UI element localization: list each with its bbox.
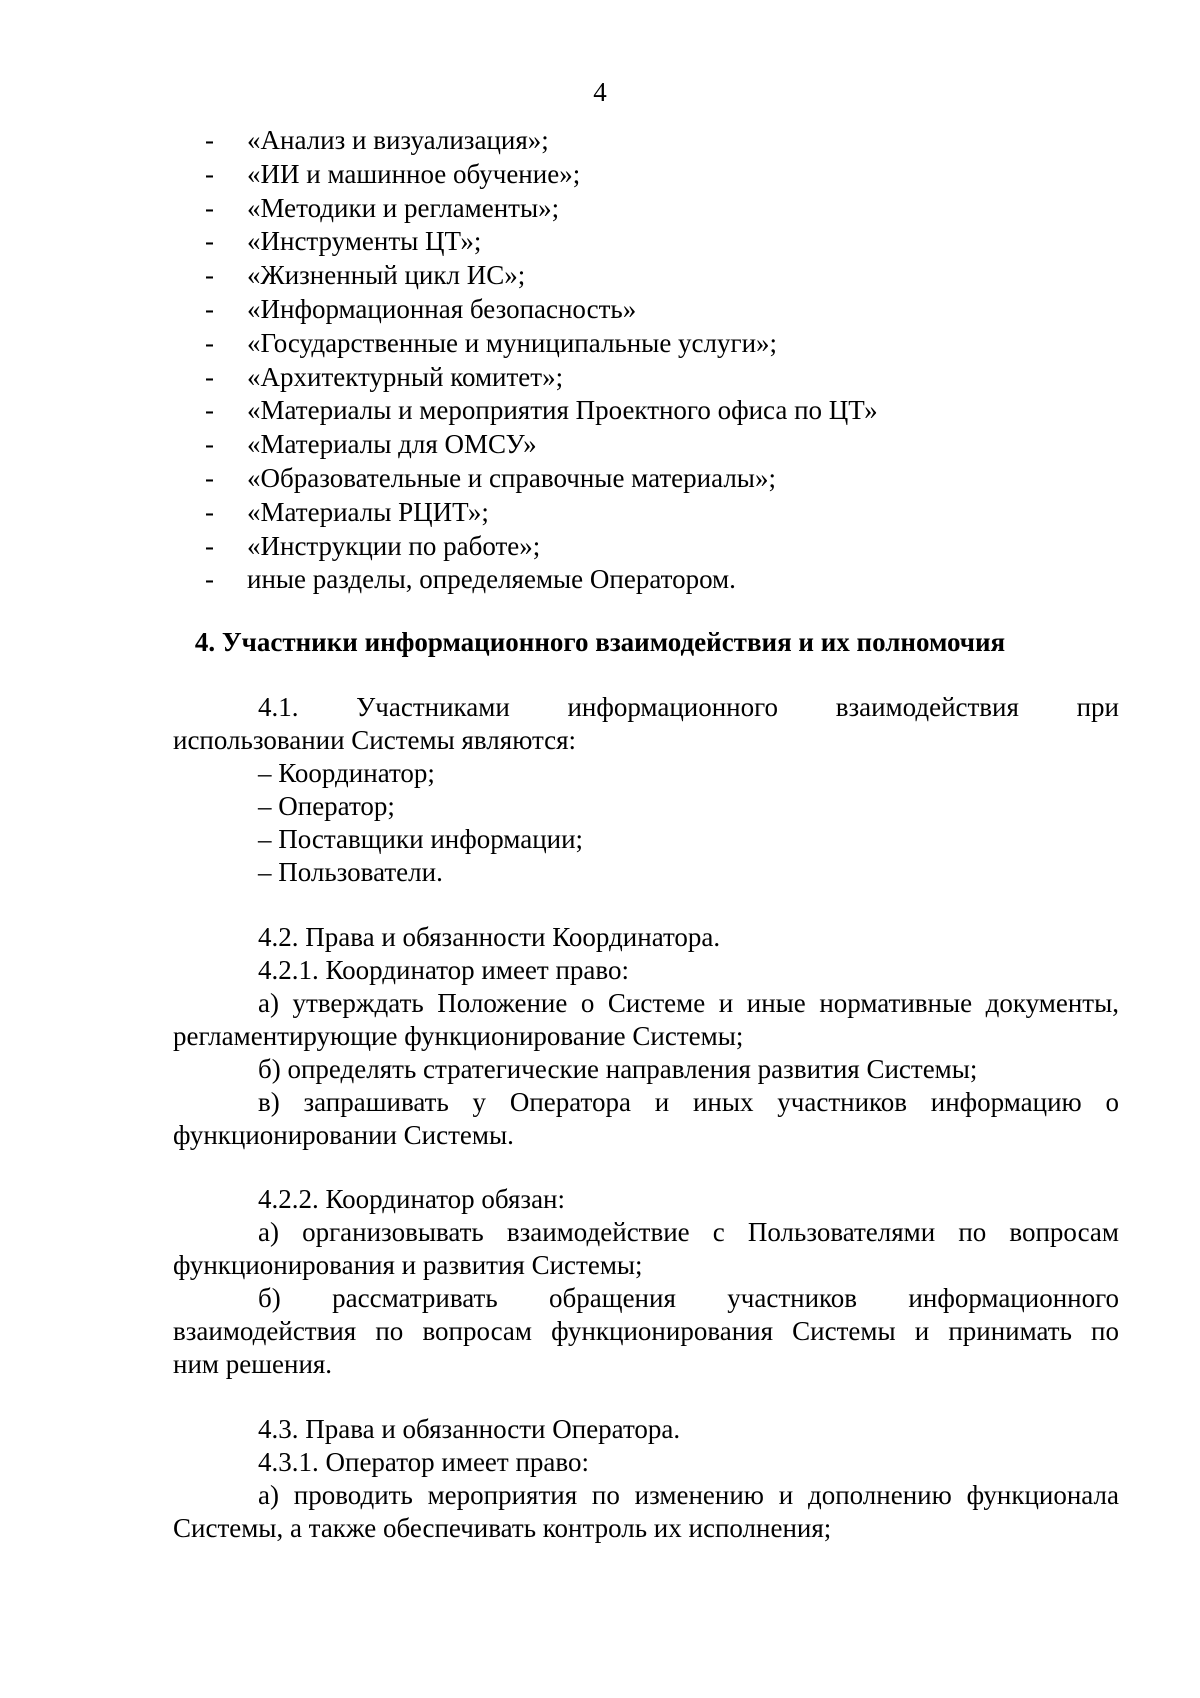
- list-dash: -: [205, 125, 214, 155]
- list-dash: -: [205, 293, 214, 324]
- list-dash: -: [205, 530, 214, 561]
- list-dash: -: [205, 395, 214, 426]
- paragraph-4-2-2: [173, 1183, 1119, 1381]
- paragraph-line: функционирования и развития Системы;: [173, 1250, 643, 1280]
- list-dash: -: [205, 496, 214, 527]
- paragraph-line: 4.2.1. Координатор имеет право:: [258, 955, 629, 985]
- list-item-text: «Методики и регламенты»;: [247, 192, 560, 223]
- list-item-text: «Материалы и мероприятия Проектного офиса по ЦТ»: [247, 395, 878, 426]
- list-dash: -: [205, 260, 214, 291]
- paragraph-line: ним решения.: [173, 1349, 333, 1379]
- list-item-text: «Материалы для ОМСУ»: [247, 429, 537, 460]
- list-dash: -: [205, 429, 214, 460]
- paragraph-line: а) проводить мероприятия по изменению и дополнению функционала: [258, 1480, 1119, 1510]
- paragraph-line: 4.2.2. Координатор обязан:: [258, 1184, 566, 1214]
- paragraph-line: в) запрашивать у Оператора и иных участников информацию о: [258, 1087, 1119, 1117]
- list-dash: -: [205, 327, 214, 358]
- paragraph-line: а) утверждать Положение о Системе и иные нормативные документы,: [258, 988, 1119, 1018]
- list-item: – Пользователи.: [258, 857, 443, 887]
- list-dash: -: [205, 192, 214, 223]
- list-item-text: «Архитектурный комитет»;: [247, 361, 564, 392]
- participants-list: [173, 757, 1119, 889]
- paragraph-line: б) рассматривать обращения участников информационного: [258, 1283, 1119, 1313]
- paragraph-line: регламентирующие функционирование Системы;: [173, 1021, 744, 1051]
- paragraph-line: 4.2. Права и обязанности Координатора.: [258, 922, 721, 952]
- list-dash: -: [205, 564, 214, 595]
- paragraph-line: использовании Системы являются:: [173, 725, 577, 755]
- paragraph-line: функционировании Системы.: [173, 1120, 514, 1150]
- list-item-text: иные разделы, определяемые Оператором.: [247, 564, 736, 595]
- paragraph-4-3: [173, 1413, 1119, 1545]
- paragraph-line: б) определять стратегические направления развития Системы;: [258, 1054, 978, 1084]
- list-dash: -: [205, 361, 214, 392]
- paragraph-4-2: [173, 921, 1119, 1152]
- list-item-text: «Жизненный цикл ИС»;: [247, 260, 526, 291]
- paragraph-line: Системы, а также обеспечивать контроль их исполнения;: [173, 1513, 832, 1543]
- page-number: 4: [593, 77, 607, 107]
- paragraph-line: а) организовывать взаимодействие с Пользователями по вопросам: [258, 1217, 1119, 1247]
- list-dash: -: [205, 462, 214, 493]
- paragraph-line: 4.3.1. Оператор имеет право:: [258, 1447, 589, 1477]
- list-item: – Координатор;: [258, 758, 435, 788]
- list-item: – Поставщики информации;: [258, 824, 584, 854]
- list-item-text: «Инструменты ЦТ»;: [247, 226, 482, 257]
- list-item: – Оператор;: [258, 791, 395, 821]
- paragraph-line: взаимодействия по вопросам функционирования Системы и принимать по: [173, 1316, 1119, 1346]
- list-item-text: «Материалы РЦИТ»;: [247, 496, 489, 527]
- list-item-text: «Анализ и визуализация»;: [247, 125, 549, 155]
- list-dash: -: [205, 226, 214, 257]
- paragraph-line: 4.3. Права и обязанности Оператора.: [258, 1414, 681, 1444]
- list-item-text: «Государственные и муниципальные услуги»;: [247, 327, 778, 358]
- section-heading: 4. Участники информационного взаимодействия и их полномочия: [194, 627, 1006, 657]
- list-item-text: «ИИ и машинное обучение»;: [247, 158, 581, 189]
- paragraph-line: 4.1. Участниками информационного взаимодействия при: [258, 692, 1119, 722]
- list-item-text: «Информационная безопасность»: [247, 293, 637, 324]
- paragraph-4-1: [173, 691, 1119, 757]
- list-item-text: «Образовательные и справочные материалы»;: [247, 462, 776, 493]
- list-dash: -: [205, 158, 214, 189]
- list-item-text: «Инструкции по работе»;: [247, 530, 541, 561]
